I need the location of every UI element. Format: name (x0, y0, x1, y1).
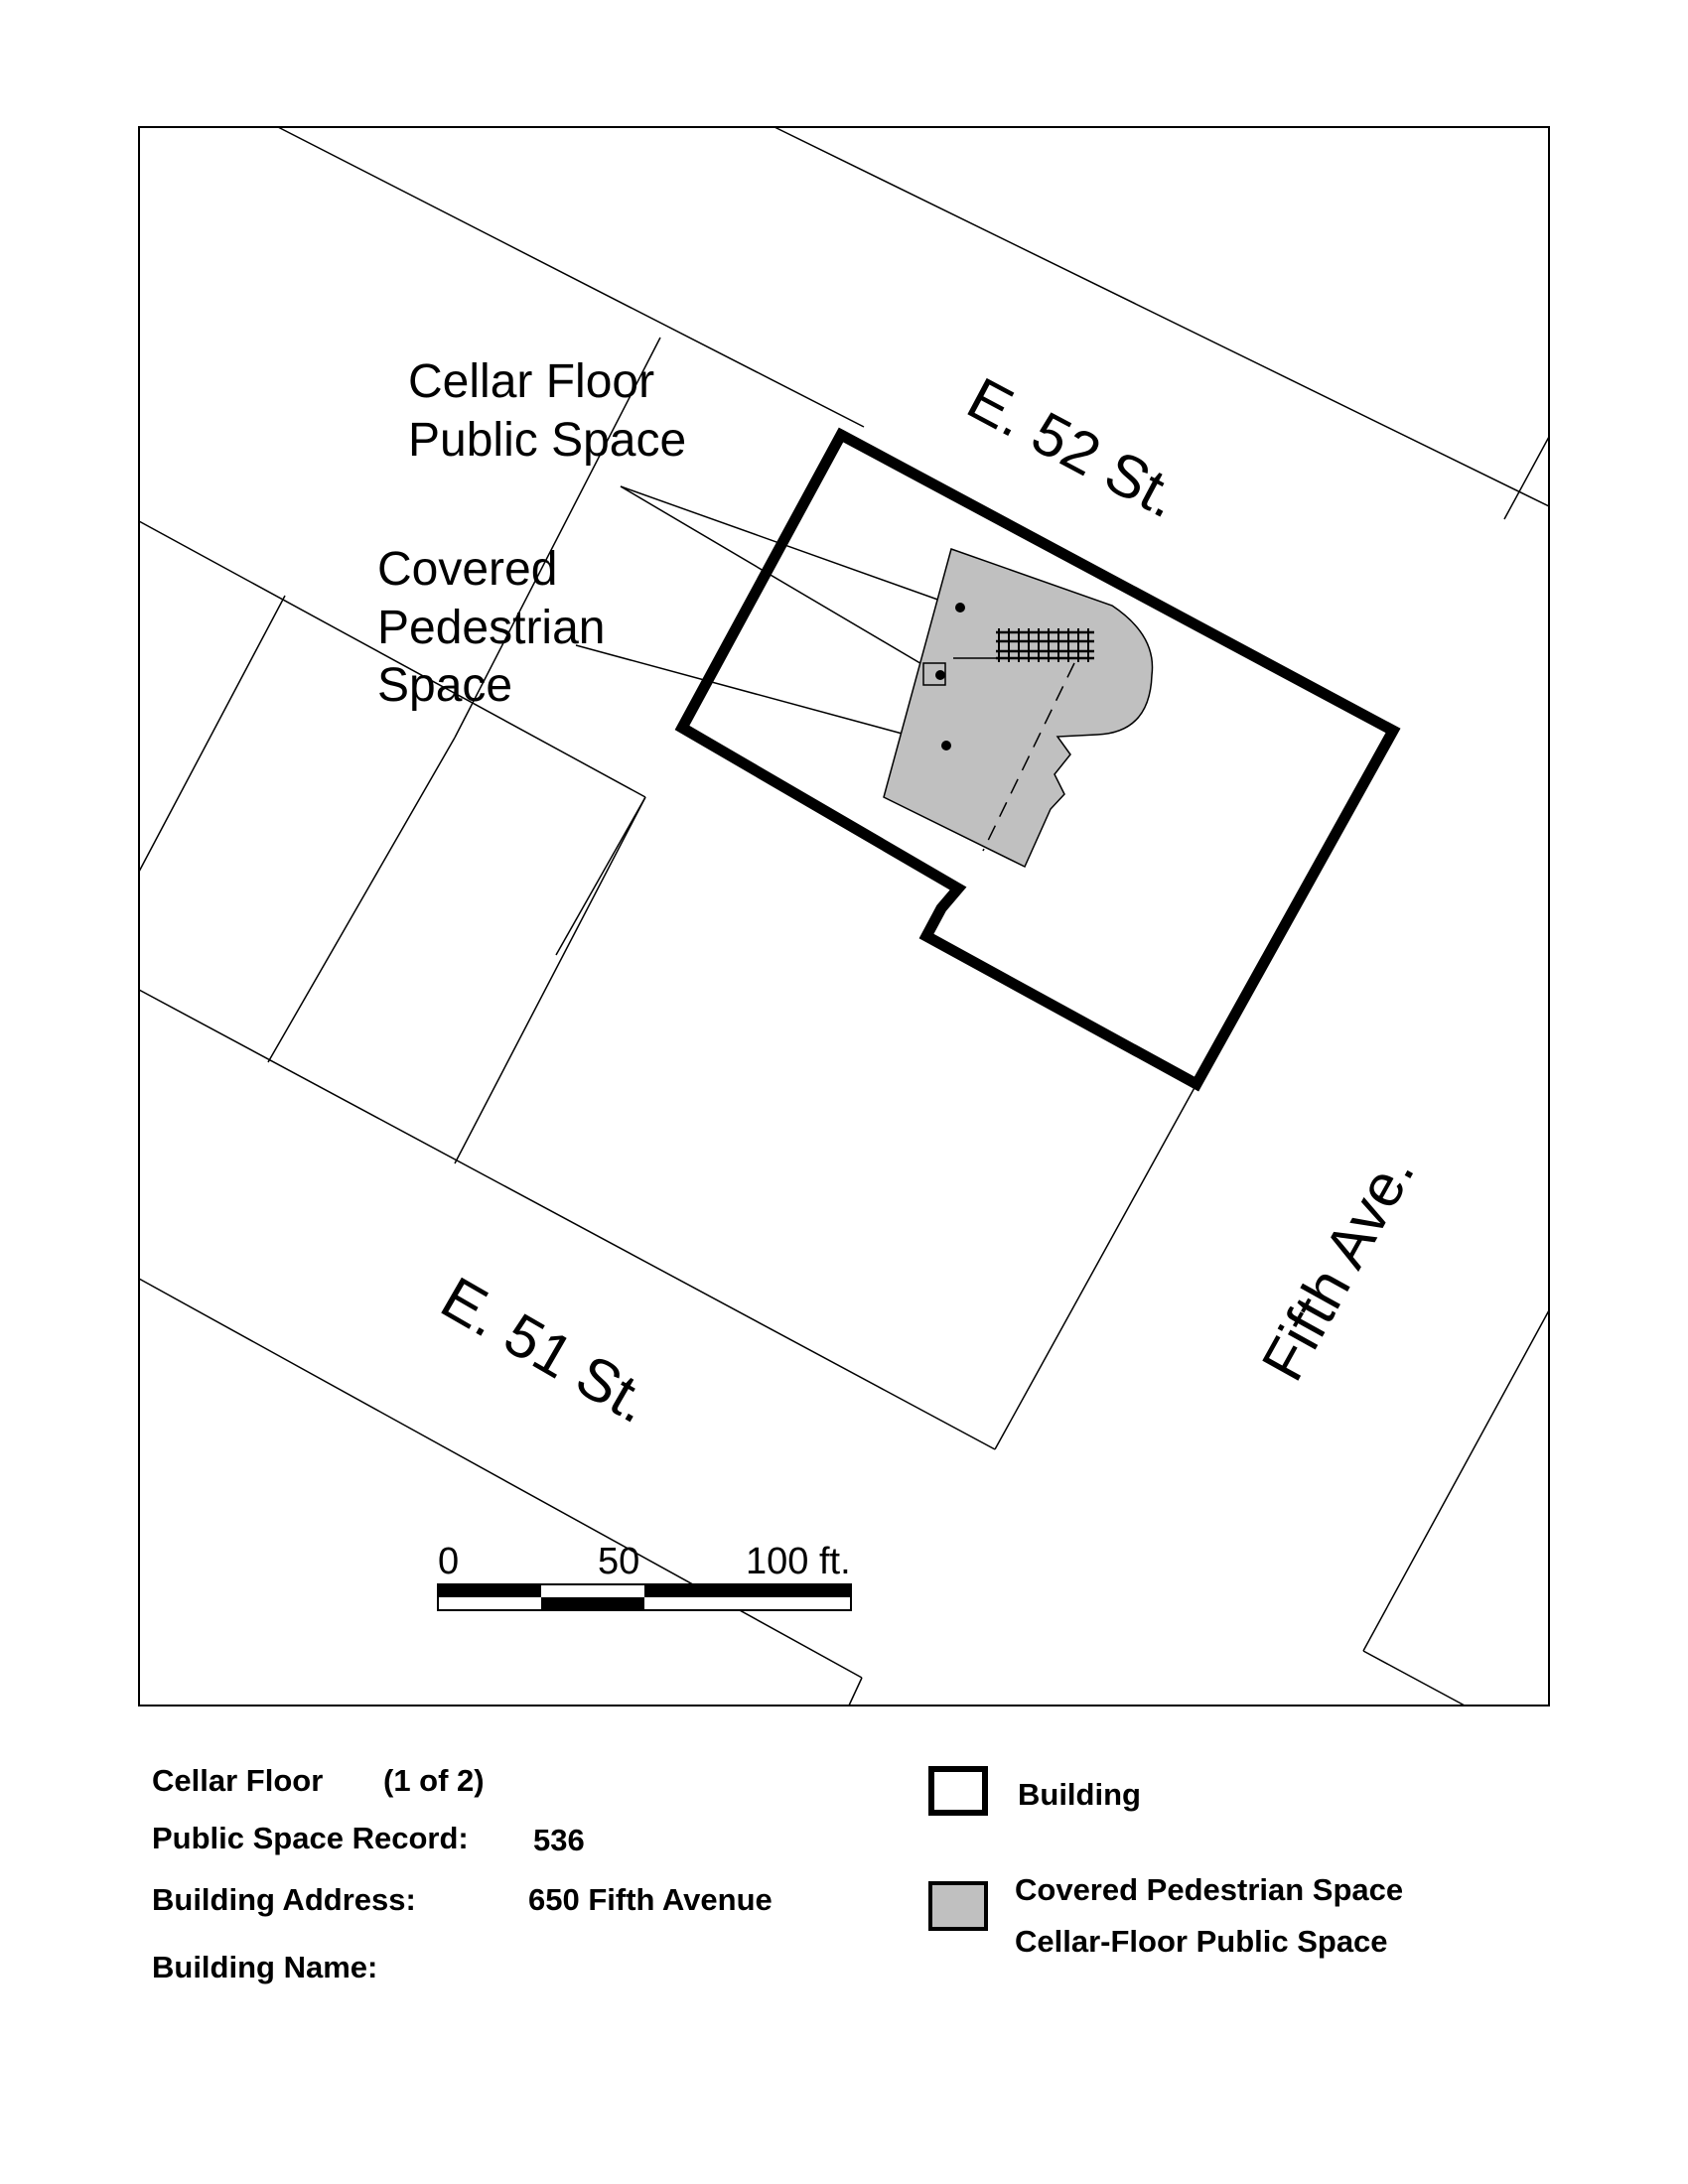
legend-covered-label: Covered Pedestrian Space (1015, 1872, 1404, 1907)
floor-page: (1 of 2) (383, 1763, 485, 1798)
scale-label-100: 100 ft. (746, 1541, 851, 1582)
cellar-callout-line2: Public Space (408, 414, 687, 467)
street-label-e52: E. 52 St. (956, 364, 1191, 531)
record-label: Public Space Record: (152, 1821, 469, 1855)
covered-callout-line3: Space (377, 659, 513, 712)
scale-label-50: 50 (598, 1541, 640, 1582)
address-label: Building Address: (152, 1882, 416, 1917)
address-value: 650 Fifth Avenue (528, 1882, 773, 1917)
map-frame (139, 127, 1549, 1706)
legend-building-swatch (928, 1766, 988, 1816)
record-value: 536 (533, 1823, 585, 1857)
cellar-callout-line1: Cellar Floor (408, 355, 655, 408)
covered-callout-line1: Covered (377, 543, 558, 596)
floor-label: Cellar Floor (152, 1763, 324, 1798)
covered-callout-line2: Pedestrian (377, 602, 606, 654)
legend-public-space-swatch (928, 1881, 988, 1931)
scale-label-0: 0 (438, 1541, 460, 1582)
street-label-e51: E. 51 St. (430, 1264, 662, 1436)
street-label-fifth-ave: Fifth Ave. (1248, 1143, 1428, 1392)
legend-cellar-label: Cellar-Floor Public Space (1015, 1924, 1388, 1959)
name-label: Building Name: (152, 1950, 378, 1984)
legend-building-label: Building (1018, 1777, 1141, 1812)
